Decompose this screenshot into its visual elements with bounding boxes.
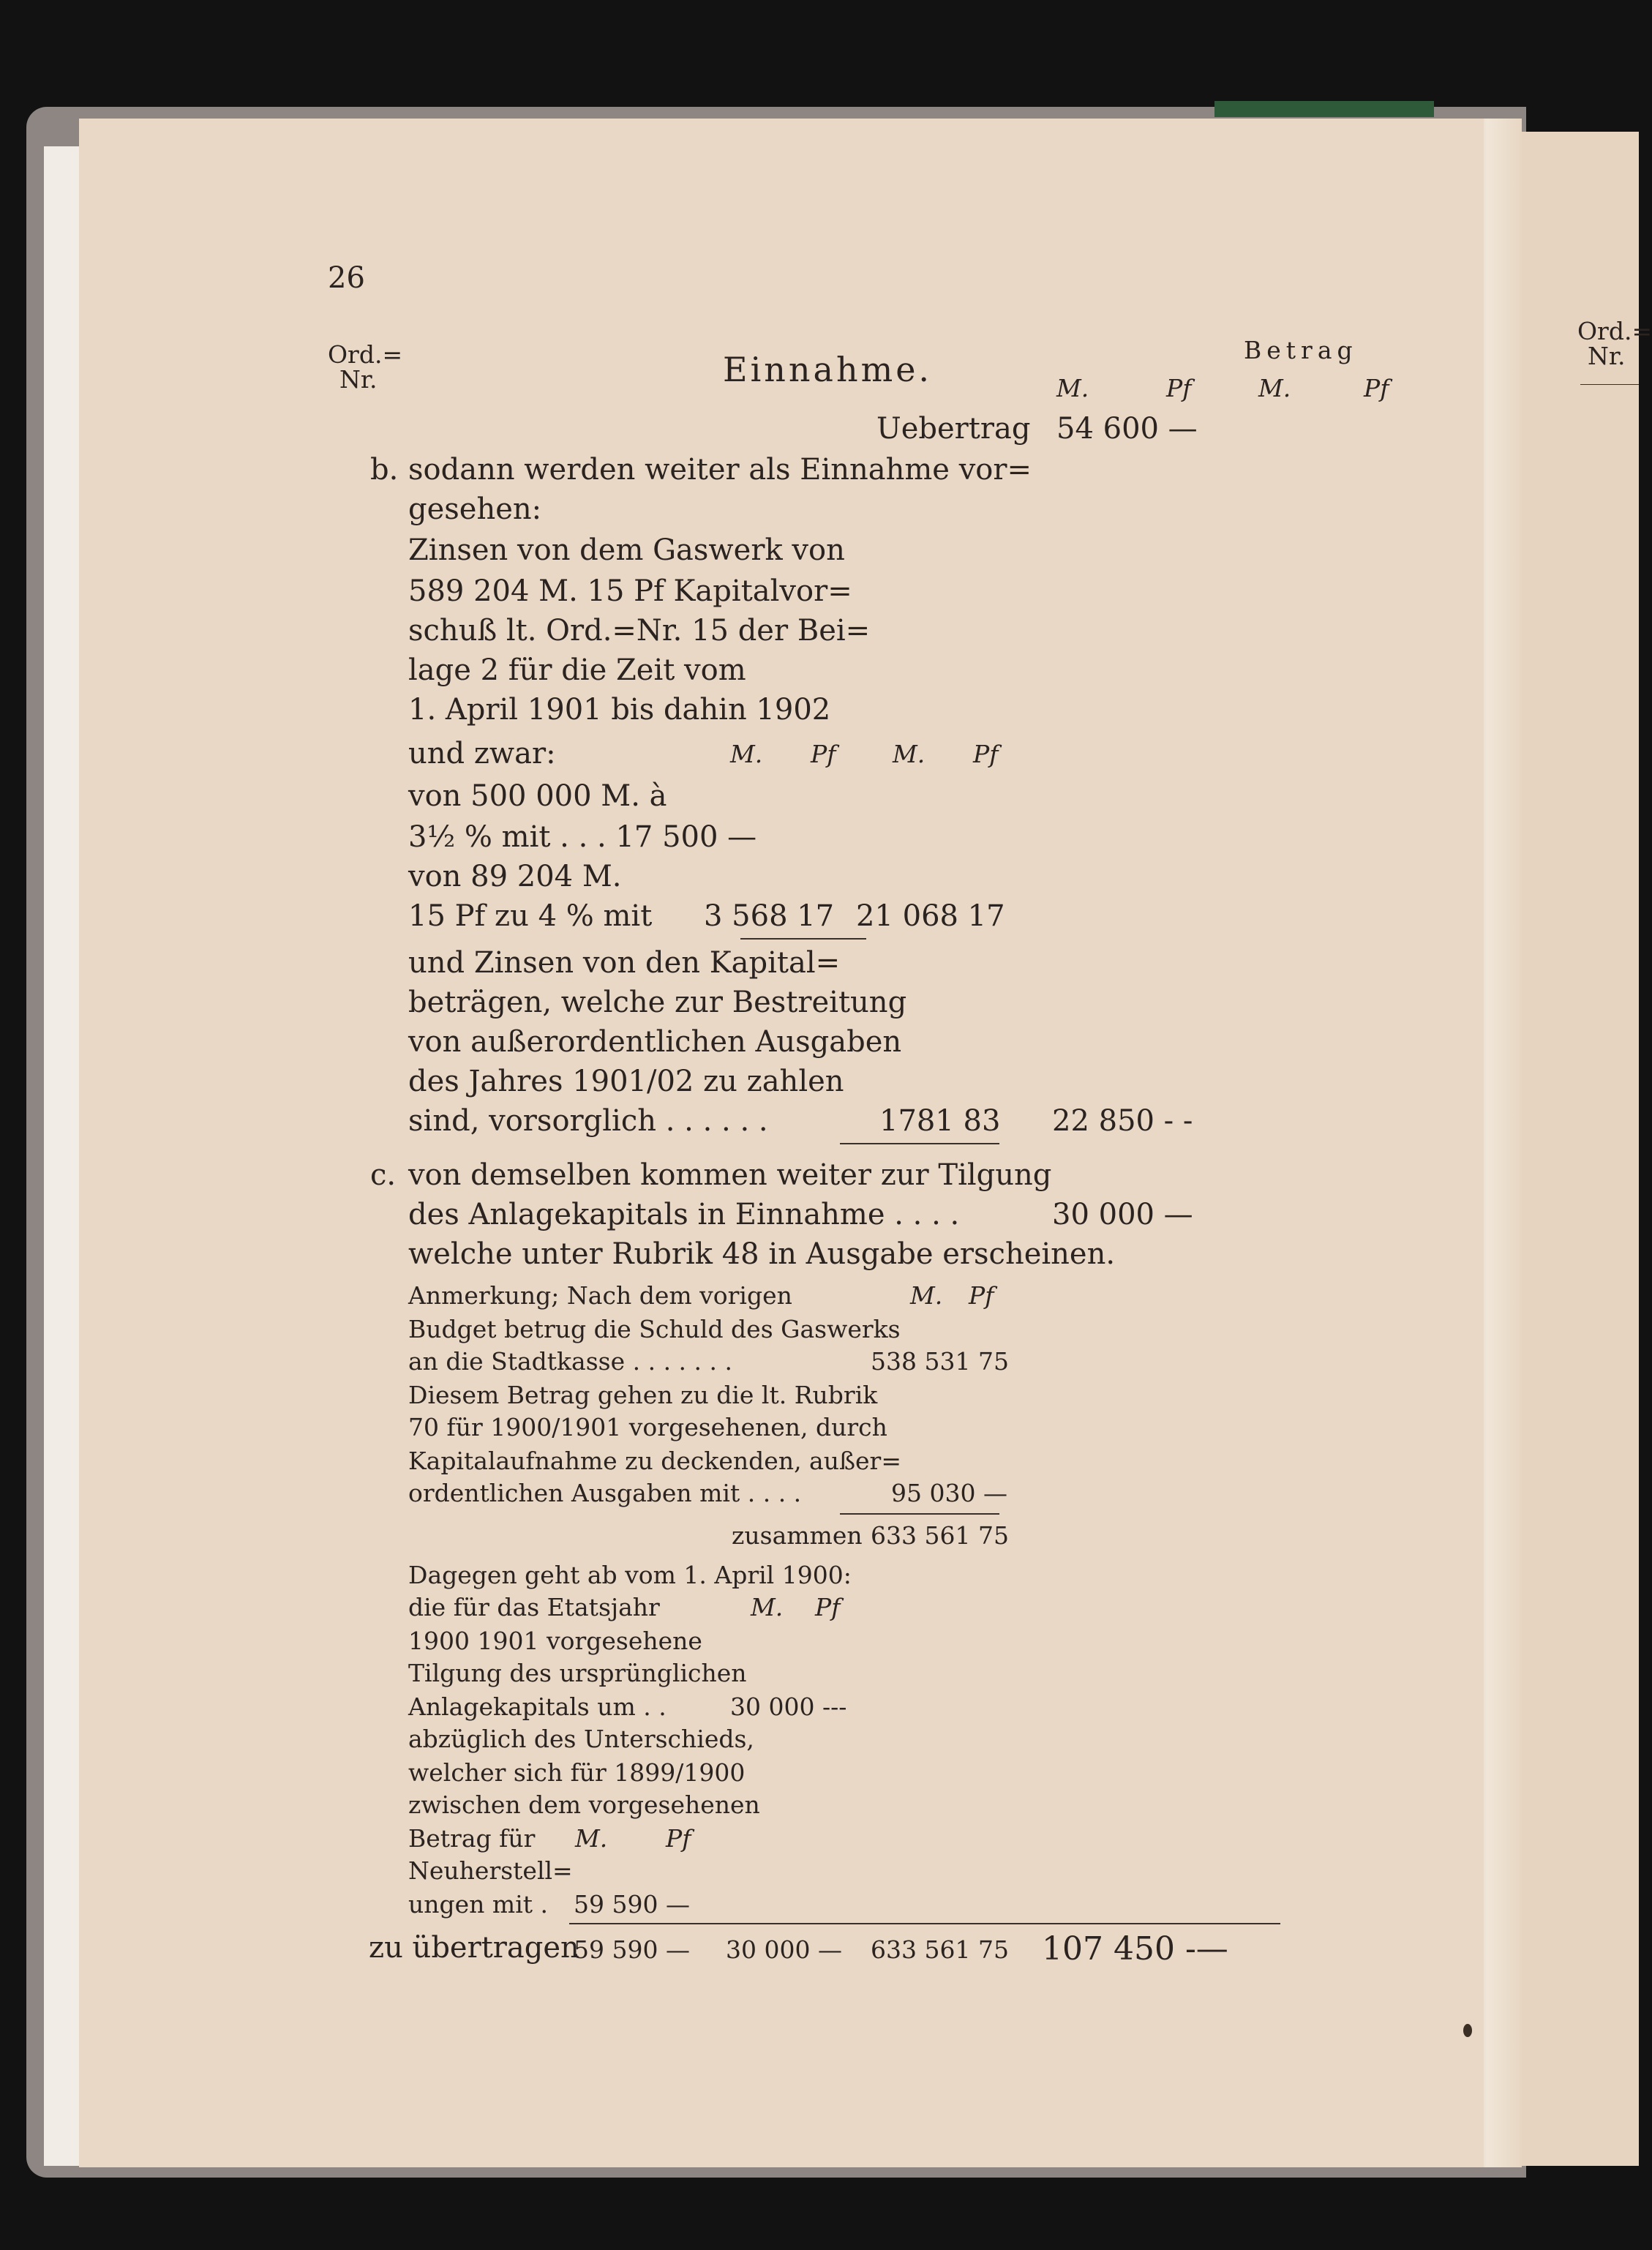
facing-nr-label: Nr. bbox=[1588, 342, 1626, 370]
sub1-line1: von 500 000 M. à bbox=[408, 779, 667, 813]
section-b-line2: und Zinsen von den Kapital= bbox=[408, 946, 841, 980]
footer-col1: 59 590 — bbox=[574, 1935, 690, 1964]
dagegen-pf-mark: Pf bbox=[815, 1593, 841, 1621]
neuherstell-unit-mark: M. bbox=[575, 1824, 608, 1853]
facing-page bbox=[1522, 132, 1652, 2166]
dagegen-line: Tilgung des ursprünglichen bbox=[408, 1659, 747, 1687]
neuherstell-pf-mark: Pf bbox=[666, 1824, 691, 1853]
dagegen-line: Neuherstell= bbox=[408, 1856, 573, 1885]
ink-spot bbox=[1463, 2024, 1472, 2037]
pf-mark-sub-2: Pf bbox=[973, 740, 999, 768]
note-line: 70 für 1900/1901 vorgesehenen, durch bbox=[408, 1413, 887, 1441]
pf-mark-2: Pf bbox=[1364, 374, 1389, 402]
section-b-line: schuß lt. Ord.=Nr. 15 der Bei= bbox=[408, 614, 871, 648]
dagegen-line: Dagegen geht ab vom 1. April 1900: bbox=[408, 1561, 852, 1589]
section-c-line: des Anlagekapitals in Einnahme . . . . bbox=[408, 1198, 960, 1231]
section-b-line: lage 2 für die Zeit vom bbox=[408, 653, 746, 687]
dagegen-line: Anlagekapitals um . . bbox=[408, 1692, 667, 1721]
dagegen-line: zwischen dem vorgesehenen bbox=[408, 1790, 760, 1819]
section-b-letter: b. bbox=[370, 453, 399, 487]
dagegen-line: ungen mit . bbox=[408, 1890, 548, 1919]
dagegen-line: 1900 1901 vorgesehene bbox=[408, 1627, 702, 1655]
note-line: Diesem Betrag gehen zu die lt. Rubrik bbox=[408, 1381, 878, 1409]
note-line: an die Stadtkasse . . . . . . . bbox=[408, 1347, 732, 1376]
dagegen-line: Betrag für bbox=[408, 1824, 536, 1853]
unit-mark: M. bbox=[1056, 374, 1089, 402]
sub2-line2: 15 Pf zu 4 % mit bbox=[408, 899, 653, 933]
section-b-line: 589 204 M. 15 Pf Kapitalvor= bbox=[408, 574, 852, 608]
section-b-line2: sind, vorsorglich . . . . . . bbox=[408, 1104, 768, 1138]
dagegen-line: die für das Etatsjahr bbox=[408, 1593, 660, 1621]
unit-mark-2: M. bbox=[1258, 374, 1291, 402]
zusammen-label: zusammen bbox=[732, 1521, 863, 1550]
unit-mark-sub-2: M. bbox=[893, 740, 926, 768]
section-b-line: 1. April 1901 bis dahin 1902 bbox=[408, 693, 831, 727]
section-b-line: gesehen: bbox=[408, 492, 542, 526]
note-pf-mark: Pf bbox=[969, 1281, 994, 1310]
unit-mark-sub: M. bbox=[730, 740, 763, 768]
footer-total: 107 450 -— bbox=[1042, 1930, 1228, 1968]
pf-mark: Pf bbox=[1166, 374, 1192, 402]
uebertrag-value: 54 600 — bbox=[1056, 412, 1198, 446]
note-line: ordentlichen Ausgaben mit . . . . bbox=[408, 1479, 802, 1507]
green-binding-top bbox=[1214, 101, 1434, 117]
note-unit-mark: M. bbox=[910, 1281, 943, 1310]
section-b-total: 22 850 - - bbox=[1052, 1104, 1193, 1138]
sub2-value: 3 568 17 bbox=[704, 899, 835, 933]
sub1-line2: 3½ % mit . . . 17 500 — bbox=[408, 820, 757, 854]
section-b-line: und zwar: bbox=[408, 737, 556, 770]
vorsorglich-value: 1781 83 bbox=[879, 1104, 1001, 1138]
tilgung-value: 30 000 --- bbox=[730, 1692, 847, 1721]
nr-label: Nr. bbox=[339, 365, 378, 394]
section-b-line2: von außerordentlichen Ausgaben bbox=[408, 1025, 902, 1059]
page-number: 26 bbox=[328, 261, 365, 295]
zu-uebertragen-label: zu übertragen bbox=[369, 1931, 579, 1965]
note-line: Budget betrug die Schuld des Gaswerks bbox=[408, 1315, 901, 1343]
section-c-value: 30 000 — bbox=[1052, 1198, 1193, 1231]
neuherstellung-value: 59 590 — bbox=[574, 1890, 690, 1919]
section-c-letter: c. bbox=[370, 1158, 397, 1192]
section-b-line: sodann werden weiter als Einnahme vor= bbox=[408, 453, 1032, 487]
section-c-line: welche unter Rubrik 48 in Ausgabe erscheinen. bbox=[408, 1237, 1116, 1271]
section-c-line: von demselben kommen weiter zur Tilgung bbox=[408, 1158, 1052, 1192]
dagegen-line: welcher sich für 1899/1900 bbox=[408, 1758, 746, 1787]
schuld-value: 538 531 75 bbox=[871, 1347, 1009, 1376]
facing-ord-label: Ord.= bbox=[1577, 317, 1652, 345]
document-page bbox=[79, 119, 1484, 2167]
zugang-value: 95 030 — bbox=[891, 1479, 1007, 1507]
dagegen-line: abzüglich des Unterschieds, bbox=[408, 1725, 754, 1753]
footer-col3: 633 561 75 bbox=[871, 1935, 1009, 1964]
footer-col2: 30 000 — bbox=[726, 1935, 842, 1964]
note-line: Anmerkung; Nach dem vorigen bbox=[408, 1281, 792, 1310]
ord-label: Ord.= bbox=[328, 340, 403, 369]
section-b-line2: des Jahres 1901/02 zu zahlen bbox=[408, 1065, 844, 1098]
pf-mark-sub: Pf bbox=[811, 740, 836, 768]
dagegen-unit-mark: M. bbox=[751, 1593, 784, 1621]
section-b-line: Zinsen von dem Gaswerk von bbox=[408, 533, 845, 567]
section-b-line2: beträgen, welche zur Bestreitung bbox=[408, 986, 907, 1019]
page-title: Einnahme. bbox=[723, 350, 933, 389]
betrag-label: Betrag bbox=[1244, 336, 1358, 364]
note-line: Kapitalaufnahme zu deckenden, außer= bbox=[408, 1447, 901, 1475]
uebertrag-label: Uebertrag bbox=[876, 412, 1031, 446]
sub-total: 21 068 17 bbox=[856, 899, 1005, 933]
zusammen-value: 633 561 75 bbox=[871, 1521, 1009, 1550]
sub2-line1: von 89 204 M. bbox=[408, 860, 622, 893]
